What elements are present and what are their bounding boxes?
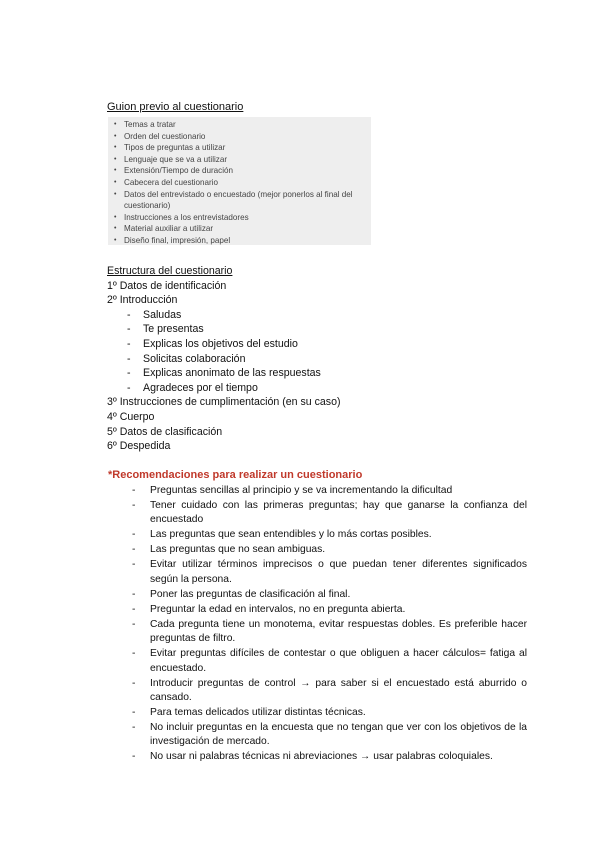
list-item: - Para temas delicados utilizar distintas técnicas. [107,706,527,720]
introduccion-subitem: - Saludas [107,308,467,323]
introduccion-subitem: - Agradeces por el tiempo [107,381,467,396]
list-item: - Tener cuidado con las primeras preguntas; hay que ganarse la confianza del encuestado [107,499,527,528]
recomendaciones-list [107,484,527,765]
list-item: • Diseño final, impresión, papel [108,235,371,245]
estructura-item-2: 2º Introducción [107,294,178,307]
list-item: • Cabecera del cuestionario [108,177,371,189]
list-item: - Las preguntas que sean entendibles y lo más cortas posibles. [107,528,527,542]
section-title-recomendaciones: *Recomendaciones para realizar un cuestionario [108,469,363,481]
list-item: - No usar ni palabras técnicas ni abreviaciones → usar palabras coloquiales. [107,750,527,764]
list-item: - Evitar preguntas difíciles de contestar o que obliguen a hacer cálculos= fatiga al encuestado. [107,647,527,676]
introduccion-subitem: - Te presentas [107,322,467,337]
list-item: • Tipos de preguntas a utilizar [108,142,371,154]
list-item: - No incluir preguntas en la encuesta que no tengan que ver con los objetivos de la investigación de mercado. [107,721,527,750]
list-item: - Introducir preguntas de control → para saber si el encuestado está aburrido o cansado. [107,677,527,706]
estructura-item-4: 4º Cuerpo [107,410,155,423]
list-item: • Temas a tratar [108,119,371,131]
estructura-item-6: 6º Despedida [107,440,171,453]
estructura-item-3: 3º Instrucciones de cumplimentación (en su caso) [107,396,341,409]
section-title-estructura: Estructura del cuestionario [107,265,233,277]
guion-box [108,117,371,245]
list-item: • Material auxiliar a utilizar [108,223,371,235]
list-item: - Las preguntas que no sean ambiguas. [107,543,527,557]
estructura-item-5: 5º Datos de clasificación [107,425,223,438]
recomendaciones-section [107,468,527,765]
section-title-guion: Guion previo al cuestionario [107,101,244,113]
introduccion-subitem: - Explicas anonimato de las respuestas [107,366,467,381]
estructura-section [107,264,467,454]
guion-list [108,117,371,245]
list-item: • Extensión/Tiempo de duración [108,165,371,177]
list-item: - Poner las preguntas de clasificación al final. [107,588,527,602]
list-item: • Orden del cuestionario [108,131,371,143]
list-item: - Cada pregunta tiene un monotema, evitar respuestas dobles. Es preferible hacer preguntas de filtro. [107,618,527,647]
introduccion-subitem: - Solicitas colaboración [107,352,467,367]
list-item: - Preguntas sencillas al principio y se va incrementando la dificultad [107,484,527,498]
list-item: • Datos del entrevistado o encuestado (mejor ponerlos al final del cuestionario) [108,189,371,212]
list-item: • Lenguaje que se va a utilizar [108,154,371,166]
list-item: • Instrucciones a los entrevistadores [108,212,371,224]
list-item: - Preguntar la edad en intervalos, no en pregunta abierta. [107,603,527,617]
introduccion-subitem: - Explicas los objetivos del estudio [107,337,467,352]
estructura-item-1: 1º Datos de identificación [107,279,227,292]
list-item: - Evitar utilizar términos imprecisos o que puedan tener diferentes significados según la persona. [107,558,527,587]
